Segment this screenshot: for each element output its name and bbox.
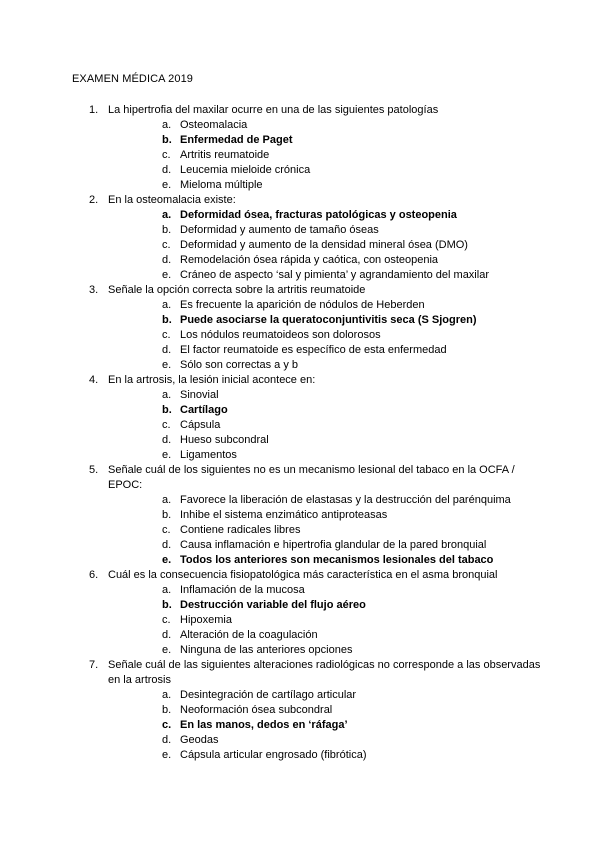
answer-option — [108, 268, 542, 283]
option-letter: d. — [162, 164, 172, 176]
question-number: 1. — [89, 104, 99, 116]
answer-option — [108, 583, 542, 598]
answer-option — [108, 418, 542, 433]
option-letter: c. — [162, 239, 171, 251]
question-text: En la artrosis, la lesión inicial acontece en: — [108, 374, 316, 386]
option-text: Causa inflamación e hipertrofia glandular de la pared bronquial — [180, 539, 487, 551]
answer-option — [108, 523, 542, 538]
option-text: Contiene radicales libres — [180, 524, 301, 536]
option-letter: d. — [162, 629, 172, 641]
option-letter: c. — [162, 149, 171, 161]
question-text: Cuál es la consecuencia fisiopatológica más característica en el asma bronquial — [108, 569, 498, 581]
question-number: 3. — [89, 284, 99, 296]
option-letter: b. — [162, 224, 172, 236]
question-number: 7. — [89, 659, 99, 671]
answer-option — [108, 628, 542, 643]
option-letter: b. — [162, 404, 172, 416]
option-letter: d. — [162, 734, 172, 746]
answer-option — [108, 448, 542, 463]
option-text: Hipoxemia — [180, 614, 232, 626]
option-text: Deformidad y aumento de la densidad mineral ósea (DMO) — [180, 239, 468, 251]
option-text: Los nódulos reumatoideos son dolorosos — [180, 329, 381, 341]
option-text: Artritis reumatoide — [180, 149, 270, 161]
document-title: EXAMEN MÉDICA 2019 — [72, 73, 194, 85]
option-letter: a. — [162, 494, 172, 506]
option-letter: a. — [162, 689, 172, 701]
option-letter: d. — [162, 254, 172, 266]
answer-option — [108, 163, 542, 178]
question-item — [72, 463, 542, 568]
question-text: Señale cuál de los siguientes no es un mecanismo lesional del tabaco en la OCFA / EPOC: — [108, 464, 515, 491]
option-text: Hueso subcondral — [180, 434, 269, 446]
option-text: Enfermedad de Paget — [180, 134, 293, 146]
question-number: 2. — [89, 194, 99, 206]
option-letter: b. — [162, 134, 172, 146]
option-letter: b. — [162, 704, 172, 716]
answer-option-correct — [108, 133, 542, 148]
option-text: Osteomalacia — [180, 119, 248, 131]
answer-option — [108, 688, 542, 703]
option-letter: c. — [162, 614, 171, 626]
answer-option — [108, 358, 542, 373]
option-letter: e. — [162, 179, 172, 191]
answer-option-correct — [108, 598, 542, 613]
option-text: Sinovial — [180, 389, 219, 401]
option-text: Puede asociarse la queratoconjuntivitis seca (S Sjogren) — [180, 314, 477, 326]
answer-option — [108, 433, 542, 448]
question-item — [72, 283, 542, 373]
answer-option — [108, 748, 542, 763]
option-letter: d. — [162, 539, 172, 551]
option-letter: b. — [162, 314, 172, 326]
option-letter: b. — [162, 509, 172, 521]
answer-option — [108, 253, 542, 268]
answer-option — [108, 493, 542, 508]
option-list — [108, 118, 542, 193]
option-letter: e. — [162, 644, 172, 656]
question-item — [72, 568, 542, 658]
option-list — [108, 493, 542, 568]
answer-option-correct — [108, 208, 542, 223]
option-text: Alteración de la coagulación — [180, 629, 318, 641]
option-text: Mieloma múltiple — [180, 179, 263, 191]
option-text: Cápsula — [180, 419, 221, 431]
answer-option — [108, 343, 542, 358]
question-item — [72, 193, 542, 283]
option-text: Deformidad y aumento de tamaño óseas — [180, 224, 379, 236]
answer-option — [108, 223, 542, 238]
option-letter: a. — [162, 389, 172, 401]
question-text: En la osteomalacia existe: — [108, 194, 236, 206]
option-text: Leucemia mieloide crónica — [180, 164, 311, 176]
answer-option-correct — [108, 718, 542, 733]
answer-option — [108, 508, 542, 523]
answer-option — [108, 703, 542, 718]
option-list — [108, 583, 542, 658]
option-list — [108, 688, 542, 763]
answer-option — [108, 118, 542, 133]
option-text: Destrucción variable del flujo aéreo — [180, 599, 366, 611]
option-letter: d. — [162, 344, 172, 356]
option-text: Neoformación ósea subcondral — [180, 704, 333, 716]
question-text: La hipertrofia del maxilar ocurre en una de las siguientes patologías — [108, 104, 439, 116]
option-text: Sólo son correctas a y b — [180, 359, 299, 371]
question-number: 4. — [89, 374, 99, 386]
answer-option-correct — [108, 553, 542, 568]
answer-option — [108, 613, 542, 628]
option-text: Es frecuente la aparición de nódulos de Heberden — [180, 299, 425, 311]
answer-option — [108, 328, 542, 343]
question-text: Señale cuál de las siguientes alteraciones radiológicas no corresponde a las observadas en la artrosis — [108, 659, 541, 686]
option-letter: e. — [162, 269, 172, 281]
option-letter: e. — [162, 554, 172, 566]
option-text: Remodelación ósea rápida y caótica, con osteopenia — [180, 254, 439, 266]
option-text: Ligamentos — [180, 449, 237, 461]
option-text: Geodas — [180, 734, 219, 746]
option-text: Favorece la liberación de elastasas y la destrucción del parénquima — [180, 494, 511, 506]
option-letter: d. — [162, 434, 172, 446]
answer-option — [108, 298, 542, 313]
option-text: Todos los anteriores son mecanismos lesionales del tabaco — [180, 554, 494, 566]
option-letter: b. — [162, 599, 172, 611]
option-text: Cápsula articular engrosado (fibrótica) — [180, 749, 367, 761]
option-text: Inflamación de la mucosa — [180, 584, 305, 596]
option-text: Cartílago — [180, 404, 228, 416]
option-letter: a. — [162, 299, 172, 311]
option-letter: e. — [162, 449, 172, 461]
question-item — [72, 658, 542, 763]
option-letter: a. — [162, 119, 172, 131]
answer-option — [108, 733, 542, 748]
option-list — [108, 298, 542, 373]
option-text: El factor reumatoide es específico de esta enfermedad — [180, 344, 447, 356]
option-letter: c. — [162, 524, 171, 536]
option-text: En las manos, dedos en ‘ráfaga’ — [180, 719, 348, 731]
option-letter: e. — [162, 749, 172, 761]
option-list — [108, 208, 542, 283]
answer-option — [108, 538, 542, 553]
question-text: Señale la opción correcta sobre la artritis reumatoide — [108, 284, 366, 296]
option-text: Cráneo de aspecto ‘sal y pimienta’ y agrandamiento del maxilar — [180, 269, 489, 281]
option-letter: c. — [162, 329, 171, 341]
option-text: Ninguna de las anteriores opciones — [180, 644, 353, 656]
answer-option — [108, 238, 542, 253]
option-letter: c. — [162, 719, 172, 731]
answer-option — [108, 178, 542, 193]
answer-option-correct — [108, 403, 542, 418]
option-list — [108, 388, 542, 463]
option-letter: c. — [162, 419, 171, 431]
option-letter: a. — [162, 584, 172, 596]
question-item — [72, 103, 542, 193]
answer-option-correct — [108, 313, 542, 328]
question-list — [72, 103, 542, 763]
option-text: Inhibe el sistema enzimático antiproteasas — [180, 509, 388, 521]
question-number: 6. — [89, 569, 99, 581]
question-item — [72, 373, 542, 463]
option-text: Desintegración de cartílago articular — [180, 689, 357, 701]
answer-option — [108, 643, 542, 658]
answer-option — [108, 388, 542, 403]
question-number: 5. — [89, 464, 99, 476]
option-text: Deformidad ósea, fracturas patológicas y osteopenia — [180, 209, 457, 221]
option-letter: a. — [162, 209, 172, 221]
option-letter: e. — [162, 359, 172, 371]
answer-option — [108, 148, 542, 163]
